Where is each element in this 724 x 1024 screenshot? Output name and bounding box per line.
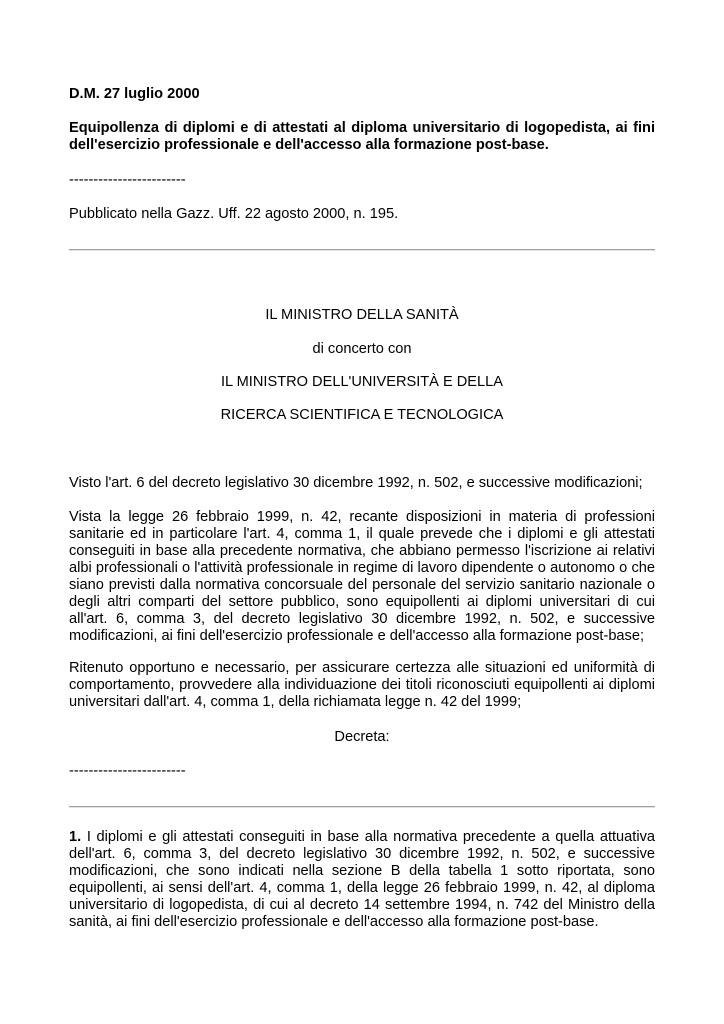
issuer-line-2: di concerto con <box>312 341 412 357</box>
issuer-line-1: IL MINISTRO DELLA SANITÀ <box>265 307 459 323</box>
issuer-line-3: IL MINISTRO DELL'UNIVERSITÀ E DELLA <box>220 374 504 390</box>
preamble-vista: Vista la legge 26 febbraio 1999, n. 42, recante disposizioni in materia di professioni sanitarie ed in particolare l'art. 4, comma 1, il quale prevede che i diplomi e gli attestati conseguiti in base alla precedente normativa, che abbiano permesso l'iscrizione ai relativi albi professionali o l'attività professionale in regime di lavoro dipendente o autonomo o che siano previsti dalla normativa concorsuale del personale del servizio sanitario nazionale o degli altri comparti del settore pubblico, sono equipollenti ai diplomi universitari di cui all'art. 6, comma 3, del decreto legislativo 30 dicembre 1992, n. 502, e successive modificazioni, ai fini dell'esercizio professionale e dell'accesso alla formazione post-base; <box>69 509 655 644</box>
preamble-ritenuto: Ritenuto opportuno e necessario, per assicurare certezza alle situazioni ed uniformità di comportamento, provvedere alla individuazione dei titoli riconosciuti equipollenti ai diplomi universitari dall'art. 4, comma 1, della richiamata legge n. 42 del 1999; <box>69 660 655 710</box>
article-number: 1. <box>69 829 82 845</box>
separator-line: ------------------------ <box>69 763 186 779</box>
decreta-heading: Decreta: <box>334 729 390 745</box>
decree-subject: Equipollenza di diplomi e di attestati al diploma universitario di logopedista, ai fini dell'esercizio professionale e dell'accesso alla formazione post-base. <box>69 120 655 153</box>
issuer-line-4: RICERCA SCIENTIFICA E TECNOLOGICA <box>220 407 504 423</box>
horizontal-divider <box>69 806 655 808</box>
preamble-visto: Visto l'art. 6 del decreto legislativo 30 dicembre 1992, n. 502, e successive modificazioni; <box>69 475 643 491</box>
decree-title: D.M. 27 luglio 2000 <box>69 86 200 102</box>
separator-line: ------------------------ <box>69 172 186 188</box>
publication-note: Pubblicato nella Gazz. Uff. 22 agosto 2000, n. 195. <box>69 206 399 222</box>
horizontal-divider <box>69 249 655 251</box>
article-1 <box>69 829 655 931</box>
article-text: I diplomi e gli attestati conseguiti in base alla normativa precedente a quella attuativa dell'art. 6, comma 3, del decreto legislativo 30 dicembre 1992, n. 502, e successive modificazioni, che sono indicati nella sezione B della tabella 1 sotto riportata, sono equipollenti, ai sensi dell'art. 4, comma 1, della legge 26 febbraio 1999, n. 42, al diploma universitario di logopedista, di cui al decreto 14 settembre 1994, n. 742 del Ministro della sanità, ai fini dell'esercizio professionale e dell'accesso alla formazione post-base. <box>69 829 655 930</box>
